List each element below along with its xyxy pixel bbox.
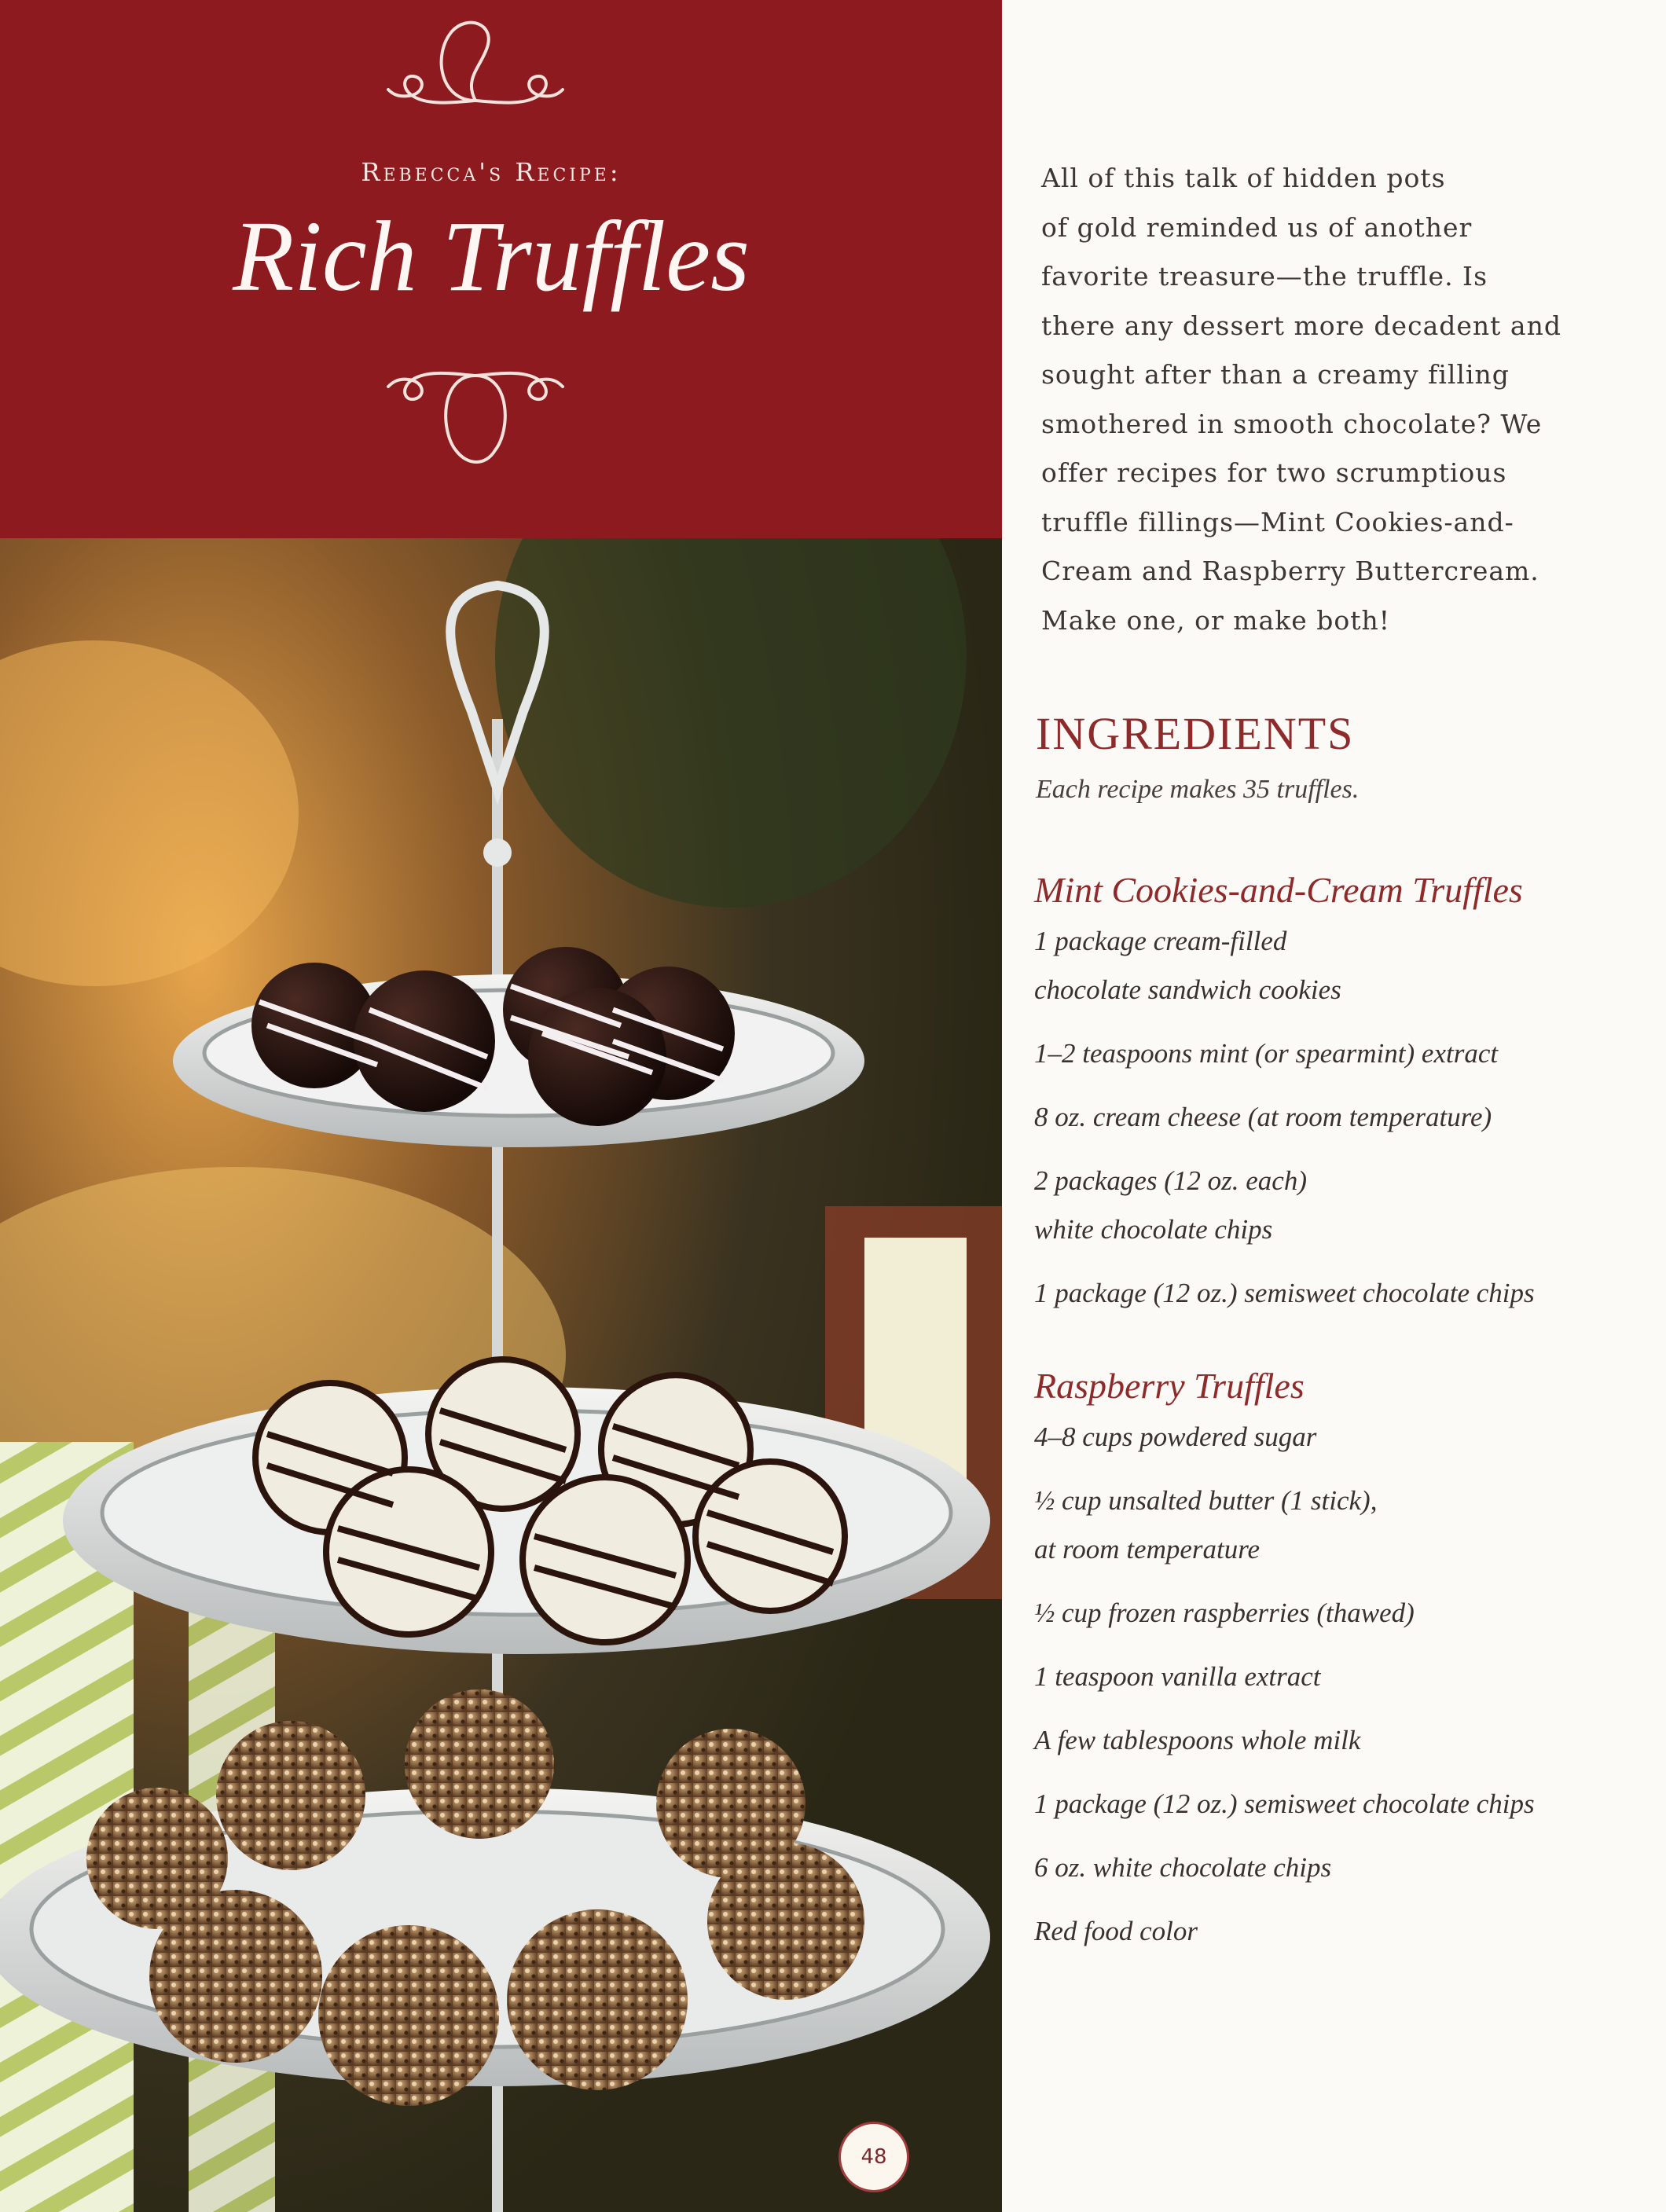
flourish-ornament-top xyxy=(385,8,566,114)
flourish-ornament-bottom xyxy=(385,360,566,470)
ingredient-line: 1 package cream-filled xyxy=(1034,926,1287,956)
ingredient-item xyxy=(1034,917,1616,1014)
intro-line: there any dessert more decadent and xyxy=(1041,310,1561,341)
intro-line: offer recipes for two scrumptious xyxy=(1041,457,1507,488)
ingredient-item xyxy=(1034,1907,1616,1956)
intro-line: sought after than a creamy filling xyxy=(1041,359,1510,390)
ingredient-item xyxy=(1034,1157,1616,1254)
intro-line: All of this talk of hidden pots xyxy=(1041,163,1446,193)
ingredient-line: 6 oz. white chocolate chips xyxy=(1034,1852,1332,1883)
ingredient-item xyxy=(1034,1093,1616,1142)
ingredient-line: A few tablespoons whole milk xyxy=(1034,1725,1361,1755)
intro-line: Make one, or make both! xyxy=(1041,604,1390,636)
ingredient-line: 1 teaspoon vanilla extract xyxy=(1034,1661,1321,1692)
ingredients-heading: INGREDIENTS xyxy=(1036,708,1355,759)
title-block xyxy=(0,0,1002,538)
ingredient-line: ½ cup unsalted butter (1 stick), xyxy=(1034,1485,1378,1516)
intro-line: favorite treasure—the truffle. Is xyxy=(1041,261,1488,292)
intro-line: truffle fillings—Mint Cookies-and- xyxy=(1041,506,1514,537)
ingredient-line: 1–2 teaspoons mint (or spearmint) extract xyxy=(1034,1038,1499,1069)
recipe-eyebrow: Rebecca's Recipe: xyxy=(361,157,622,187)
intro-line: smothered in smooth chocolate? We xyxy=(1041,408,1543,439)
ingredient-line: 2 packages (12 oz. each) xyxy=(1034,1165,1307,1196)
ingredient-item xyxy=(1034,1589,1616,1638)
ingredient-item xyxy=(1034,1653,1616,1701)
ingredient-item xyxy=(1034,1029,1616,1078)
ingredient-item xyxy=(1034,1477,1616,1574)
intro-paragraph xyxy=(1041,154,1591,645)
truffle-stand-photo xyxy=(0,538,1002,2212)
ingredient-line: Red food color xyxy=(1034,1916,1198,1946)
page-title: Rich Truffles xyxy=(233,200,750,312)
recipe-title: Mint Cookies-and-Cream Truffles xyxy=(1034,870,1523,910)
ingredient-item xyxy=(1034,1716,1616,1765)
ingredient-line: at room temperature xyxy=(1034,1534,1261,1565)
ingredient-line: white chocolate chips xyxy=(1034,1214,1273,1245)
recipe-raspberry xyxy=(1034,1364,1616,1971)
ingredient-line: chocolate sandwich cookies xyxy=(1034,974,1341,1005)
ingredient-line: 1 package (12 oz.) semisweet chocolate chips xyxy=(1034,1278,1535,1308)
ingredient-item xyxy=(1034,1269,1616,1318)
ingredient-item xyxy=(1034,1780,1616,1829)
ingredient-line: 4–8 cups powdered sugar xyxy=(1034,1421,1317,1452)
ingredient-list xyxy=(1034,1413,1616,1956)
ingredient-line: ½ cup frozen raspberries (thawed) xyxy=(1034,1598,1415,1628)
recipe-title: Raspberry Truffles xyxy=(1034,1366,1305,1406)
ingredient-item xyxy=(1034,1843,1616,1892)
intro-line: Cream and Raspberry Buttercream. xyxy=(1041,556,1539,586)
ingredient-item xyxy=(1034,1413,1616,1462)
ingredient-list xyxy=(1034,917,1616,1318)
ingredient-line: 1 package (12 oz.) semisweet chocolate chips xyxy=(1034,1788,1535,1819)
yield-note: Each recipe makes 35 truffles. xyxy=(1036,775,1360,804)
recipe-mint-cookies-and-cream xyxy=(1034,868,1616,1333)
ingredient-line: 8 oz. cream cheese (at room temperature) xyxy=(1034,1102,1492,1132)
page-number-badge: 48 xyxy=(839,2122,909,2192)
intro-line: of gold reminded us of another xyxy=(1041,211,1473,243)
